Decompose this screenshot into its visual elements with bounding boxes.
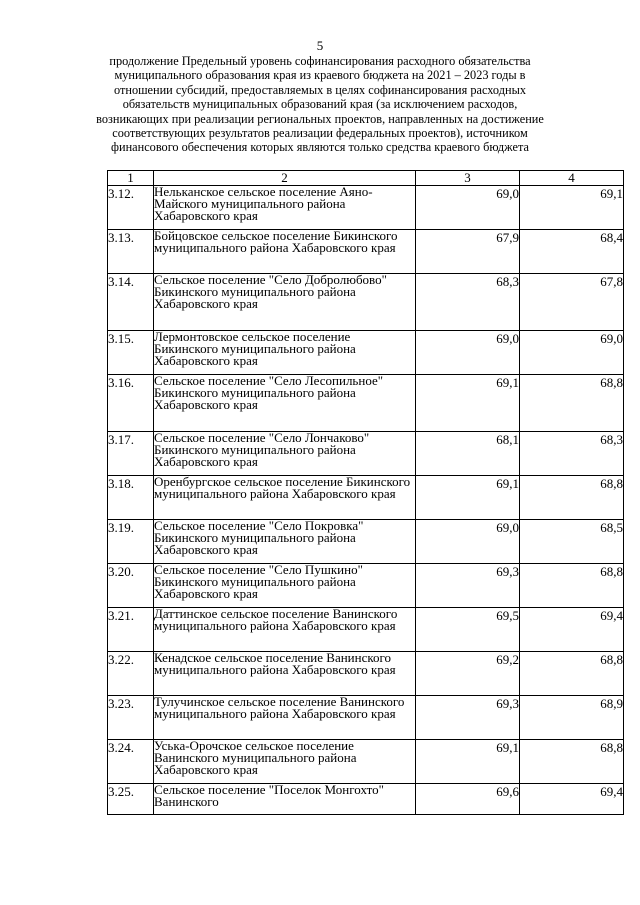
value-col-3: 69,1 xyxy=(416,740,520,784)
table-row xyxy=(108,230,624,274)
row-number: 3.16. xyxy=(108,375,154,432)
settlement-name: Оренбургское сельское поселение Бикинского муниципального района Хабаровского края xyxy=(154,476,416,520)
row-number: 3.20. xyxy=(108,564,154,608)
row-number: 3.15. xyxy=(108,331,154,375)
value-col-3: 69,0 xyxy=(416,331,520,375)
row-number: 3.21. xyxy=(108,608,154,652)
subsidy-table xyxy=(107,170,624,815)
table-row xyxy=(108,564,624,608)
settlement-name: Нельканское сельское поселение Аяно-Майского муниципального района Хабаровского края xyxy=(154,186,416,230)
settlement-name: Сельское поселение "Село Добролюбово" Бикинского муниципального района Хабаровского края xyxy=(154,274,416,331)
settlement-name: Кенадское сельское поселение Ванинского муниципального района Хабаровского края xyxy=(154,652,416,696)
value-col-4: 68,5 xyxy=(520,520,624,564)
table-row xyxy=(108,375,624,432)
table-row xyxy=(108,331,624,375)
table-row xyxy=(108,432,624,476)
value-col-4: 69,0 xyxy=(520,331,624,375)
row-number: 3.17. xyxy=(108,432,154,476)
row-number: 3.12. xyxy=(108,186,154,230)
page-heading: продолжение Предельный уровень софинансирования расходного обязательства муниципального образования края из краевого бюджета на 2021 – 2023 годы в отношении субсидий, предоставляемых в целях софинансирования расходных обязательств муниципальных образований края (за исключением расходов, возникающих при реализации региональных проектов, направленных на достижение соответствующих результатов реализации федеральных проектов), источником финансового обеспечения которых являются только средства краевого бюджета xyxy=(96,54,544,155)
settlement-name: Бойцовское сельское поселение Бикинского муниципального района Хабаровского края xyxy=(154,230,416,274)
row-number: 3.25. xyxy=(108,784,154,815)
value-col-4: 67,8 xyxy=(520,274,624,331)
value-col-4: 68,4 xyxy=(520,230,624,274)
row-number: 3.23. xyxy=(108,696,154,740)
value-col-4: 68,3 xyxy=(520,432,624,476)
value-col-3: 68,3 xyxy=(416,274,520,331)
column-header-4: 4 xyxy=(520,171,624,186)
value-col-3: 69,3 xyxy=(416,564,520,608)
table-row xyxy=(108,652,624,696)
value-col-4: 69,4 xyxy=(520,608,624,652)
row-number: 3.22. xyxy=(108,652,154,696)
value-col-3: 69,1 xyxy=(416,476,520,520)
value-col-4: 69,4 xyxy=(520,784,624,815)
value-col-4: 68,8 xyxy=(520,564,624,608)
settlement-name: Сельское поселение "Село Лончаково" Бикинского муниципального района Хабаровского края xyxy=(154,432,416,476)
settlement-name: Лермонтовское сельское поселение Бикинского муниципального района Хабаровского края xyxy=(154,331,416,375)
settlement-name: Сельское поселение "Поселок Монгохто" Ванинского xyxy=(154,784,416,815)
table-row xyxy=(108,476,624,520)
column-header-1: 1 xyxy=(108,171,154,186)
value-col-3: 68,1 xyxy=(416,432,520,476)
value-col-4: 68,8 xyxy=(520,476,624,520)
table-row xyxy=(108,274,624,331)
table-row xyxy=(108,186,624,230)
row-number: 3.18. xyxy=(108,476,154,520)
value-col-3: 69,1 xyxy=(416,375,520,432)
settlement-name: Сельское поселение "Село Покровка" Бикинского муниципального района Хабаровского края xyxy=(154,520,416,564)
row-number: 3.14. xyxy=(108,274,154,331)
table-row xyxy=(108,696,624,740)
row-number: 3.24. xyxy=(108,740,154,784)
value-col-4: 68,8 xyxy=(520,652,624,696)
table-row xyxy=(108,784,624,815)
value-col-3: 67,9 xyxy=(416,230,520,274)
table-row xyxy=(108,608,624,652)
table-body xyxy=(108,186,624,815)
table-row xyxy=(108,520,624,564)
value-col-4: 68,8 xyxy=(520,375,624,432)
value-col-3: 69,3 xyxy=(416,696,520,740)
row-number: 3.13. xyxy=(108,230,154,274)
value-col-4: 68,8 xyxy=(520,740,624,784)
value-col-4: 69,1 xyxy=(520,186,624,230)
row-number: 3.19. xyxy=(108,520,154,564)
value-col-3: 69,6 xyxy=(416,784,520,815)
settlement-name: Сельское поселение "Село Пушкино" Бикинского муниципального района Хабаровского края xyxy=(154,564,416,608)
value-col-3: 69,0 xyxy=(416,520,520,564)
settlement-name: Сельское поселение "Село Лесопильное" Бикинского муниципального района Хабаровского края xyxy=(154,375,416,432)
settlement-name: Даттинское сельское поселение Ванинского муниципального района Хабаровского края xyxy=(154,608,416,652)
value-col-3: 69,5 xyxy=(416,608,520,652)
table-row xyxy=(108,740,624,784)
settlement-name: Тулучинское сельское поселение Ванинского муниципального района Хабаровского края xyxy=(154,696,416,740)
column-header-3: 3 xyxy=(416,171,520,186)
page-number: 5 xyxy=(316,38,324,53)
value-col-3: 69,2 xyxy=(416,652,520,696)
value-col-3: 69,0 xyxy=(416,186,520,230)
column-header-2: 2 xyxy=(154,171,416,186)
value-col-4: 68,9 xyxy=(520,696,624,740)
settlement-name: Уська-Орочское сельское поселение Ванинского муниципального района Хабаровского края xyxy=(154,740,416,784)
